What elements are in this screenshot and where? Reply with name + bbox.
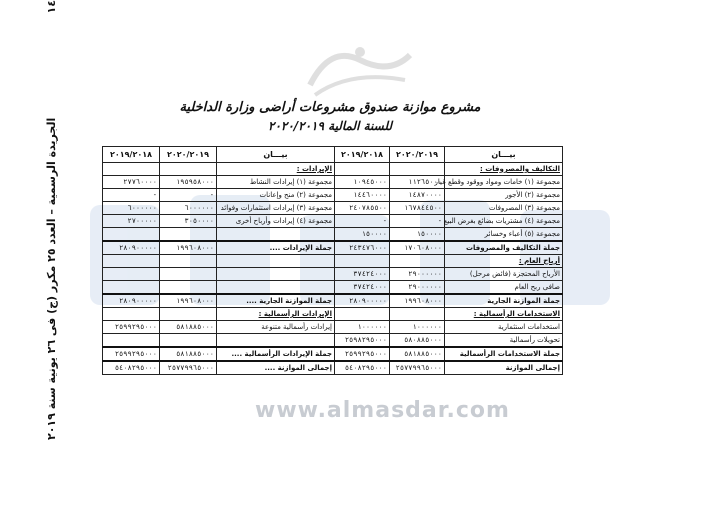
cell-l-label: جملة الموازنة الجارية .... — [217, 294, 335, 308]
journal-side-header — [42, 0, 60, 440]
cell-r-b — [335, 163, 390, 176]
cell-r-b: ٣٧٤٢٤٠٠٠ — [335, 281, 390, 295]
cell-r-b: ٥٤٠٨٢٩٥٠٠٠ — [335, 361, 390, 375]
cell-l-label: إيرادات رأسمالية متنوعة — [217, 321, 335, 334]
cell-l-label — [217, 281, 335, 295]
cell-r-label: جملة التكاليف والمصروفات — [445, 241, 563, 255]
cell-r-a: ١٤٨٧٠٠٠٠ — [390, 189, 445, 202]
cell-l-label: مجموعة (١) إيرادات النشاط — [217, 176, 335, 189]
table-row — [103, 163, 563, 176]
cell-l-b: ٢٧٧٦٠٠٠٠ — [103, 176, 160, 189]
budget-table — [102, 146, 563, 375]
cell-r-label: استخدامات استثمارية — [445, 321, 563, 334]
cell-l-b: ٦٠٠٠٠٠٠ — [103, 202, 160, 215]
cell-r-b: ٢٤٣٤٧٦٠٠٠ — [335, 241, 390, 255]
table-row — [103, 255, 563, 268]
cell-l-b — [103, 308, 160, 321]
cell-r-b: ٢٥٩٩٢٩٥٠٠٠ — [335, 347, 390, 361]
cell-r-label: مجموعة (٤) مشتريات بضائع بغرض البيع — [445, 215, 563, 228]
cell-r-label: مجموعة (٢) الأجور — [445, 189, 563, 202]
header-bayan-left: بيـــان — [217, 147, 335, 163]
table-row — [103, 347, 563, 361]
cell-l-a — [160, 255, 217, 268]
cell-r-label: مجموعة (٥) أعباء وخسائر — [445, 228, 563, 242]
cell-r-a — [390, 255, 445, 268]
header-year-2019-left: ٢٠١٩/٢٠١٨ — [103, 147, 160, 163]
cell-l-a — [160, 268, 217, 281]
cell-r-a: ٥٨١٨٨٥٠٠٠ — [390, 347, 445, 361]
cell-r-label: أرباح العام : — [445, 255, 563, 268]
cell-l-b — [103, 334, 160, 348]
cell-r-a: ١١٢٦٥٠٠٠ — [390, 176, 445, 189]
cell-l-b — [103, 163, 160, 176]
cell-l-a: ٢٥٧٧٩٩٦٥٠٠٠ — [160, 361, 217, 375]
cell-r-b: ١٠٠٠٠٠٠ — [335, 321, 390, 334]
table-row — [103, 268, 563, 281]
cell-r-a: ١٥٠٠٠٠ — [390, 228, 445, 242]
table-row — [103, 215, 563, 228]
cell-l-a: ١٩٩٦٠٨٠٠٠ — [160, 241, 217, 255]
cell-l-a — [160, 281, 217, 295]
page-number: ١٤ — [44, 0, 58, 14]
cell-r-a — [390, 308, 445, 321]
cell-l-b — [103, 268, 160, 281]
cell-l-b — [103, 228, 160, 242]
cell-r-b: ١٥٠٠٠٠ — [335, 228, 390, 242]
cell-l-b: ٥٤٠٨٢٩٥٠٠٠ — [103, 361, 160, 375]
cell-r-label: جملة الاستخدامات الرأسمالية — [445, 347, 563, 361]
cell-r-label: مجموعة (١) خامات ومواد ووقود وقطع غيار — [445, 176, 563, 189]
cell-l-a — [160, 163, 217, 176]
table-row — [103, 334, 563, 348]
cell-r-a: ٢٥٧٧٩٩٦٥٠٠٠ — [390, 361, 445, 375]
cell-r-b: ١٠٩٤٥٠٠٠ — [335, 176, 390, 189]
cell-r-b: ٢٨٠٩٠٠٠٠٠ — [335, 294, 390, 308]
document-title — [100, 100, 560, 133]
journal-issue-line: الجريدة الرسمية – العدد ٢٥ مكرر (ج) فى ٢٦ يونية سنة ٢٠١٩ — [44, 117, 58, 440]
cell-l-label: إجمالى الموازنة .... — [217, 361, 335, 375]
cell-l-b — [103, 255, 160, 268]
cell-r-label: التكاليف والمصروفات : — [445, 163, 563, 176]
cell-r-a: ١٩٩٦٠٨٠٠٠ — [390, 294, 445, 308]
cell-l-b: ٢٥٩٩٢٩٥٠٠٠ — [103, 347, 160, 361]
cell-l-b: - — [103, 189, 160, 202]
cell-r-label: الأرباح المحتجزة (فائض مرحل) — [445, 268, 563, 281]
cell-l-label — [217, 334, 335, 348]
cell-l-a — [160, 228, 217, 242]
table-header-row — [103, 147, 563, 163]
cell-l-b: ٢٥٩٩٢٩٥٠٠٠ — [103, 321, 160, 334]
table-row — [103, 202, 563, 215]
cell-r-b — [335, 255, 390, 268]
site-url-watermark: www.almasdar.com — [255, 398, 510, 423]
cell-r-a: ١٧٠٦٠٨٠٠٠ — [390, 241, 445, 255]
cell-r-b: ٢٤٠٧٨٥٥٠٠ — [335, 202, 390, 215]
cell-r-a: ١٦٧٨٤٤٥٠٠ — [390, 202, 445, 215]
table-row — [103, 321, 563, 334]
cell-l-b — [103, 281, 160, 295]
table-row — [103, 308, 563, 321]
cell-l-a: ٥٨١٨٨٥٠٠٠ — [160, 347, 217, 361]
table-row — [103, 228, 563, 242]
cell-l-a: ١٩٩٦٠٨٠٠٠ — [160, 294, 217, 308]
cell-r-label: مجموعة (٣) المصروفات — [445, 202, 563, 215]
cell-l-label: جملة الإيرادات الرأسمالية .... — [217, 347, 335, 361]
cell-l-b: ٢٧٠٠٠٠٠ — [103, 215, 160, 228]
logo-watermark — [300, 40, 420, 100]
cell-r-label: صافى ربح العام — [445, 281, 563, 295]
header-year-2019-right: ٢٠١٩/٢٠١٨ — [335, 147, 390, 163]
cell-r-b: ٣٧٤٢٤٠٠٠ — [335, 268, 390, 281]
table-row — [103, 361, 563, 375]
title-line-1: مشروع موازنة صندوق مشروعات أراضى وزارة الداخلية — [179, 100, 481, 115]
cell-r-label: الاستخدامات الرأسمالية : — [445, 308, 563, 321]
cell-l-a — [160, 308, 217, 321]
cell-r-label: إجمالى الموازنة — [445, 361, 563, 375]
cell-l-label: مجموعة (٢) منح وإعانات — [217, 189, 335, 202]
cell-l-b: ٢٨٠٩٠٠٠٠٠ — [103, 241, 160, 255]
cell-l-label — [217, 268, 335, 281]
cell-l-label: جملة الإيرادات .... — [217, 241, 335, 255]
header-bayan-right: بيـــان — [445, 147, 563, 163]
table-row — [103, 281, 563, 295]
cell-r-a — [390, 163, 445, 176]
cell-l-a: ١٩٥٩٥٨٠٠٠ — [160, 176, 217, 189]
cell-l-a: ٣٠٥٠٠٠٠ — [160, 215, 217, 228]
cell-r-b: - — [335, 215, 390, 228]
title-line-2: للسنة المالية ٢٠٢٠/٢٠١٩ — [268, 119, 392, 133]
cell-r-b — [335, 308, 390, 321]
cell-r-label: جملة الموازنة الجارية — [445, 294, 563, 308]
cell-r-b: ١٤٤٦٠٠٠٠ — [335, 189, 390, 202]
cell-r-a: - — [390, 215, 445, 228]
cell-l-label: مجموعة (٣) إيرادات استثمارات وفوائد — [217, 202, 335, 215]
cell-l-label: الإيرادات الرأسمالية : — [217, 308, 335, 321]
table-row — [103, 176, 563, 189]
cell-l-a: ٦٠٠٠٠٠٠ — [160, 202, 217, 215]
cell-r-a: ٢٩٠٠٠٠٠٠ — [390, 281, 445, 295]
cell-l-label — [217, 228, 335, 242]
cell-r-a: ٥٨٠٨٨٥٠٠٠ — [390, 334, 445, 348]
cell-r-a: ١٠٠٠٠٠٠ — [390, 321, 445, 334]
cell-l-label — [217, 255, 335, 268]
cell-l-a — [160, 334, 217, 348]
table-row — [103, 189, 563, 202]
cell-l-a: - — [160, 189, 217, 202]
cell-r-a: ٢٩٠٠٠٠٠٠ — [390, 268, 445, 281]
cell-r-b: ٢٥٩٨٢٩٥٠٠٠ — [335, 334, 390, 348]
cell-l-label: مجموعة (٤) إيرادات وأرباح أخرى — [217, 215, 335, 228]
table-row — [103, 241, 563, 255]
table-row — [103, 294, 563, 308]
header-year-2020-right: ٢٠٢٠/٢٠١٩ — [390, 147, 445, 163]
cell-l-a: ٥٨١٨٨٥٠٠٠ — [160, 321, 217, 334]
header-year-2020-left: ٢٠٢٠/٢٠١٩ — [160, 147, 217, 163]
cell-l-b: ٢٨٠٩٠٠٠٠٠ — [103, 294, 160, 308]
cell-l-label: الإيرادات : — [217, 163, 335, 176]
cell-r-label: تحويلات رأسمالية — [445, 334, 563, 348]
